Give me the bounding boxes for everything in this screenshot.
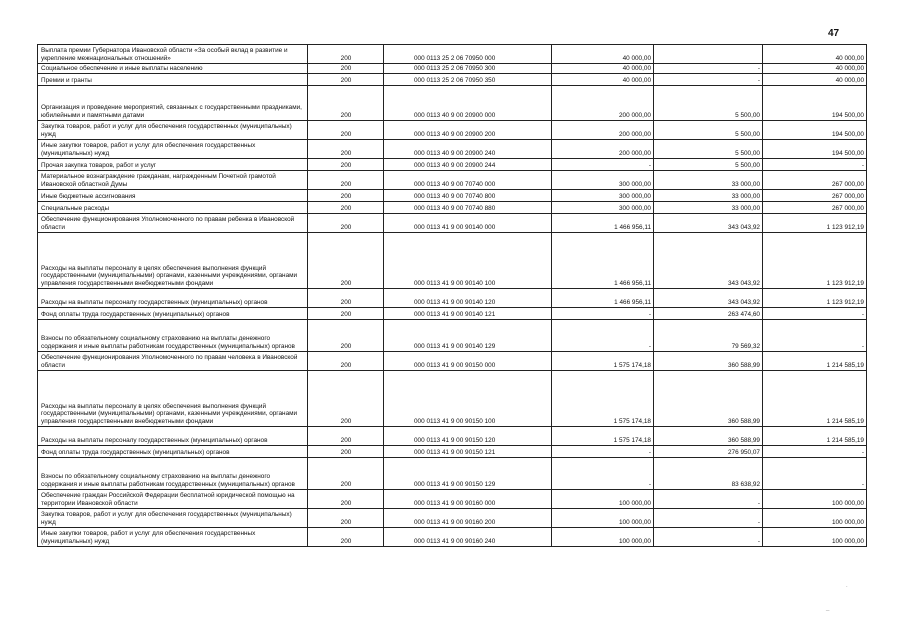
- table-row: [38, 320, 867, 352]
- row-approved-amount-cell: 300 000,00: [552, 202, 654, 214]
- row-unexecuted-amount-cell: 194 500,00: [763, 86, 867, 121]
- row-name-cell: Премии и гранты: [38, 74, 308, 86]
- row-classification-code-cell: 000 0113 40 9 00 20900 244: [384, 159, 552, 171]
- row-approved-amount-cell: 40 000,00: [552, 45, 654, 64]
- row-unexecuted-amount-cell: 1 214 585,19: [763, 371, 867, 427]
- row-unexecuted-amount-cell: -: [763, 446, 867, 458]
- row-executed-amount-cell: 5 500,00: [654, 121, 763, 140]
- table-row: [38, 74, 867, 86]
- row-executed-amount-cell: 5 500,00: [654, 86, 763, 121]
- row-approved-amount-cell: 100 000,00: [552, 509, 654, 528]
- row-unexecuted-amount-cell: 100 000,00: [763, 528, 867, 547]
- row-name-cell: Организация и проведение мероприятий, связанных с государственными праздниками, юбилейными и памятными датами: [38, 86, 308, 121]
- row-executed-amount-cell: 263 474,60: [654, 308, 763, 320]
- row-classification-code-cell: 000 0113 25 2 06 70950 300: [384, 64, 552, 74]
- row-executed-amount-cell: -: [654, 490, 763, 509]
- table-row: [38, 509, 867, 528]
- row-unexecuted-amount-cell: 1 123 912,19: [763, 289, 867, 308]
- row-code-cell: 200: [308, 74, 384, 86]
- scan-artifact: .: [846, 583, 848, 589]
- row-classification-code-cell: 000 0113 25 2 06 70950 350: [384, 74, 552, 86]
- row-classification-code-cell: 000 0113 41 9 00 90150 121: [384, 446, 552, 458]
- row-classification-code-cell: 000 0113 41 9 00 90160 000: [384, 490, 552, 509]
- row-name-cell: Фонд оплаты труда государственных (муниципальных) органов: [38, 446, 308, 458]
- row-unexecuted-amount-cell: 100 000,00: [763, 509, 867, 528]
- row-name-cell: Расходы на выплаты персоналу в целях обеспечения выполнения функций государственными (муниципальными) органами, казенными учреждениями, органами управления государственными внебюджетными фондами: [38, 371, 308, 427]
- row-code-cell: 200: [308, 202, 384, 214]
- row-executed-amount-cell: 83 638,92: [654, 458, 763, 490]
- row-code-cell: 200: [308, 64, 384, 74]
- row-name-cell: Обеспечение граждан Российской Федерации бесплатной юридической помощью на территории Ивановской области: [38, 490, 308, 509]
- row-executed-amount-cell: 343 043,92: [654, 214, 763, 233]
- row-approved-amount-cell: 300 000,00: [552, 190, 654, 202]
- table-row: [38, 159, 867, 171]
- page-number: 47: [828, 28, 840, 39]
- row-classification-code-cell: 000 0113 40 9 00 70740 000: [384, 171, 552, 190]
- row-approved-amount-cell: -: [552, 308, 654, 320]
- row-executed-amount-cell: 276 950,07: [654, 446, 763, 458]
- row-name-cell: Взносы по обязательному социальному страхованию на выплаты денежного содержания и иные выплаты работникам государственных (муниципальных) органов: [38, 458, 308, 490]
- row-executed-amount-cell: -: [654, 74, 763, 86]
- table-row: [38, 202, 867, 214]
- row-code-cell: 200: [308, 86, 384, 121]
- row-classification-code-cell: 000 0113 40 9 00 70740 880: [384, 202, 552, 214]
- row-approved-amount-cell: 1 575 174,18: [552, 352, 654, 371]
- row-unexecuted-amount-cell: -: [763, 458, 867, 490]
- row-unexecuted-amount-cell: 1 214 585,19: [763, 352, 867, 371]
- row-approved-amount-cell: 100 000,00: [552, 528, 654, 547]
- row-name-cell: Выплата премии Губернатора Ивановской области «За особый вклад в развитие и укрепление межнациональных отношений»: [38, 45, 308, 64]
- row-approved-amount-cell: 200 000,00: [552, 121, 654, 140]
- row-approved-amount-cell: 200 000,00: [552, 86, 654, 121]
- row-approved-amount-cell: 100 000,00: [552, 490, 654, 509]
- row-code-cell: 200: [308, 159, 384, 171]
- row-classification-code-cell: 000 0113 41 9 00 90150 100: [384, 371, 552, 427]
- row-code-cell: 200: [308, 308, 384, 320]
- row-name-cell: Закупка товаров, работ и услуг для обеспечения государственных (муниципальных) нужд: [38, 121, 308, 140]
- row-name-cell: Специальные расходы: [38, 202, 308, 214]
- table-row: [38, 352, 867, 371]
- row-approved-amount-cell: 1 466 956,11: [552, 214, 654, 233]
- row-name-cell: Обеспечение функционирования Уполномоченного по правам ребенка в Ивановской области: [38, 214, 308, 233]
- table-row: [38, 427, 867, 446]
- row-classification-code-cell: 000 0113 41 9 00 90150 120: [384, 427, 552, 446]
- row-name-cell: Расходы на выплаты персоналу в целях обеспечения выполнения функций государственными (муниципальными) органами, казенными учреждениями, органами управления государственными внебюджетными фондами: [38, 233, 308, 289]
- table-body: [38, 45, 867, 547]
- row-classification-code-cell: 000 0113 41 9 00 90140 000: [384, 214, 552, 233]
- table-row: [38, 308, 867, 320]
- row-code-cell: 200: [308, 190, 384, 202]
- row-unexecuted-amount-cell: 267 000,00: [763, 171, 867, 190]
- row-classification-code-cell: 000 0113 40 9 00 70740 800: [384, 190, 552, 202]
- row-name-cell: Закупка товаров, работ и услуг для обеспечения государственных (муниципальных) нужд: [38, 509, 308, 528]
- row-approved-amount-cell: -: [552, 320, 654, 352]
- table-row: [38, 64, 867, 74]
- row-code-cell: 200: [308, 320, 384, 352]
- row-name-cell: Расходы на выплаты персоналу государственных (муниципальных) органов: [38, 427, 308, 446]
- row-code-cell: 200: [308, 371, 384, 427]
- row-executed-amount-cell: 360 588,99: [654, 371, 763, 427]
- row-executed-amount-cell: 343 043,92: [654, 289, 763, 308]
- row-name-cell: Социальное обеспечение и иные выплаты населению: [38, 64, 308, 74]
- table-row: [38, 214, 867, 233]
- row-name-cell: Фонд оплаты труда государственных (муниципальных) органов: [38, 308, 308, 320]
- row-executed-amount-cell: 360 588,99: [654, 427, 763, 446]
- row-code-cell: 200: [308, 490, 384, 509]
- row-unexecuted-amount-cell: 1 123 912,19: [763, 214, 867, 233]
- row-unexecuted-amount-cell: 40 000,00: [763, 64, 867, 74]
- row-approved-amount-cell: 300 000,00: [552, 171, 654, 190]
- table-row: [38, 140, 867, 159]
- row-code-cell: 200: [308, 233, 384, 289]
- row-name-cell: Материальное вознаграждение гражданам, награжденным Почетной грамотой Ивановской областной Думы: [38, 171, 308, 190]
- row-unexecuted-amount-cell: 40 000,00: [763, 74, 867, 86]
- row-unexecuted-amount-cell: 40 000,00: [763, 45, 867, 64]
- row-approved-amount-cell: 1 575 174,18: [552, 427, 654, 446]
- row-executed-amount-cell: 33 000,00: [654, 202, 763, 214]
- row-executed-amount-cell: -: [654, 509, 763, 528]
- row-name-cell: Взносы по обязательному социальному страхованию на выплаты денежного содержания и иные выплаты работникам государственных (муниципальных) органов: [38, 320, 308, 352]
- row-unexecuted-amount-cell: 100 000,00: [763, 490, 867, 509]
- table-row: [38, 45, 867, 64]
- row-unexecuted-amount-cell: -: [763, 320, 867, 352]
- table-row: [38, 233, 867, 289]
- row-unexecuted-amount-cell: -: [763, 159, 867, 171]
- row-unexecuted-amount-cell: 194 500,00: [763, 121, 867, 140]
- row-code-cell: 200: [308, 458, 384, 490]
- table-row: [38, 371, 867, 427]
- row-code-cell: 200: [308, 121, 384, 140]
- row-code-cell: 200: [308, 171, 384, 190]
- row-code-cell: 200: [308, 45, 384, 64]
- row-classification-code-cell: 000 0113 41 9 00 90160 200: [384, 509, 552, 528]
- row-code-cell: 200: [308, 509, 384, 528]
- row-approved-amount-cell: -: [552, 159, 654, 171]
- row-executed-amount-cell: 360 588,99: [654, 352, 763, 371]
- row-classification-code-cell: 000 0113 41 9 00 90140 100: [384, 233, 552, 289]
- table-row: [38, 446, 867, 458]
- row-classification-code-cell: 000 0113 25 2 06 70950 000: [384, 45, 552, 64]
- row-classification-code-cell: 000 0113 41 9 00 90140 129: [384, 320, 552, 352]
- row-approved-amount-cell: 1 466 956,11: [552, 289, 654, 308]
- row-unexecuted-amount-cell: 1 123 912,19: [763, 233, 867, 289]
- row-classification-code-cell: 000 0113 41 9 00 90160 240: [384, 528, 552, 547]
- row-approved-amount-cell: -: [552, 458, 654, 490]
- row-name-cell: Иные бюджетные ассигнования: [38, 190, 308, 202]
- row-classification-code-cell: 000 0113 40 9 00 20900 240: [384, 140, 552, 159]
- row-executed-amount-cell: 33 000,00: [654, 190, 763, 202]
- table-row: [38, 289, 867, 308]
- row-unexecuted-amount-cell: 194 500,00: [763, 140, 867, 159]
- row-executed-amount-cell: 79 569,32: [654, 320, 763, 352]
- row-name-cell: Иные закупки товаров, работ и услуг для обеспечения государственных (муниципальных) нужд: [38, 140, 308, 159]
- row-approved-amount-cell: 1 466 956,11: [552, 233, 654, 289]
- row-unexecuted-amount-cell: -: [763, 308, 867, 320]
- row-executed-amount-cell: [654, 45, 763, 64]
- row-unexecuted-amount-cell: 267 000,00: [763, 202, 867, 214]
- row-classification-code-cell: 000 0113 40 9 00 20900 000: [384, 86, 552, 121]
- row-unexecuted-amount-cell: 1 214 585,19: [763, 427, 867, 446]
- table-row: [38, 528, 867, 547]
- row-classification-code-cell: 000 0113 41 9 00 90150 000: [384, 352, 552, 371]
- row-name-cell: Иные закупки товаров, работ и услуг для обеспечения государственных (муниципальных) нужд: [38, 528, 308, 547]
- row-approved-amount-cell: 200 000,00: [552, 140, 654, 159]
- row-executed-amount-cell: -: [654, 64, 763, 74]
- row-classification-code-cell: 000 0113 40 9 00 20900 200: [384, 121, 552, 140]
- row-code-cell: 200: [308, 427, 384, 446]
- table-row: [38, 190, 867, 202]
- row-executed-amount-cell: 5 500,00: [654, 159, 763, 171]
- budget-execution-table: [37, 44, 867, 547]
- row-executed-amount-cell: 33 000,00: [654, 171, 763, 190]
- row-code-cell: 200: [308, 446, 384, 458]
- row-approved-amount-cell: 40 000,00: [552, 64, 654, 74]
- row-code-cell: 200: [308, 289, 384, 308]
- row-name-cell: Расходы на выплаты персоналу государственных (муниципальных) органов: [38, 289, 308, 308]
- row-code-cell: 200: [308, 214, 384, 233]
- table-row: [38, 458, 867, 490]
- row-approved-amount-cell: 40 000,00: [552, 74, 654, 86]
- scan-artifact: _: [826, 605, 830, 611]
- row-name-cell: Обеспечение функционирования Уполномоченного по правам человека в Ивановской области: [38, 352, 308, 371]
- row-executed-amount-cell: 343 043,92: [654, 233, 763, 289]
- row-unexecuted-amount-cell: 267 000,00: [763, 190, 867, 202]
- row-approved-amount-cell: 1 575 174,18: [552, 371, 654, 427]
- table-row: [38, 171, 867, 190]
- row-code-cell: 200: [308, 352, 384, 371]
- row-classification-code-cell: 000 0113 41 9 00 90140 121: [384, 308, 552, 320]
- row-code-cell: 200: [308, 528, 384, 547]
- table-row: [38, 121, 867, 140]
- row-name-cell: Прочая закупка товаров, работ и услуг: [38, 159, 308, 171]
- row-code-cell: 200: [308, 140, 384, 159]
- row-executed-amount-cell: 5 500,00: [654, 140, 763, 159]
- row-approved-amount-cell: -: [552, 446, 654, 458]
- row-classification-code-cell: 000 0113 41 9 00 90150 129: [384, 458, 552, 490]
- table-row: [38, 86, 867, 121]
- row-executed-amount-cell: -: [654, 528, 763, 547]
- table-row: [38, 490, 867, 509]
- row-classification-code-cell: 000 0113 41 9 00 90140 120: [384, 289, 552, 308]
